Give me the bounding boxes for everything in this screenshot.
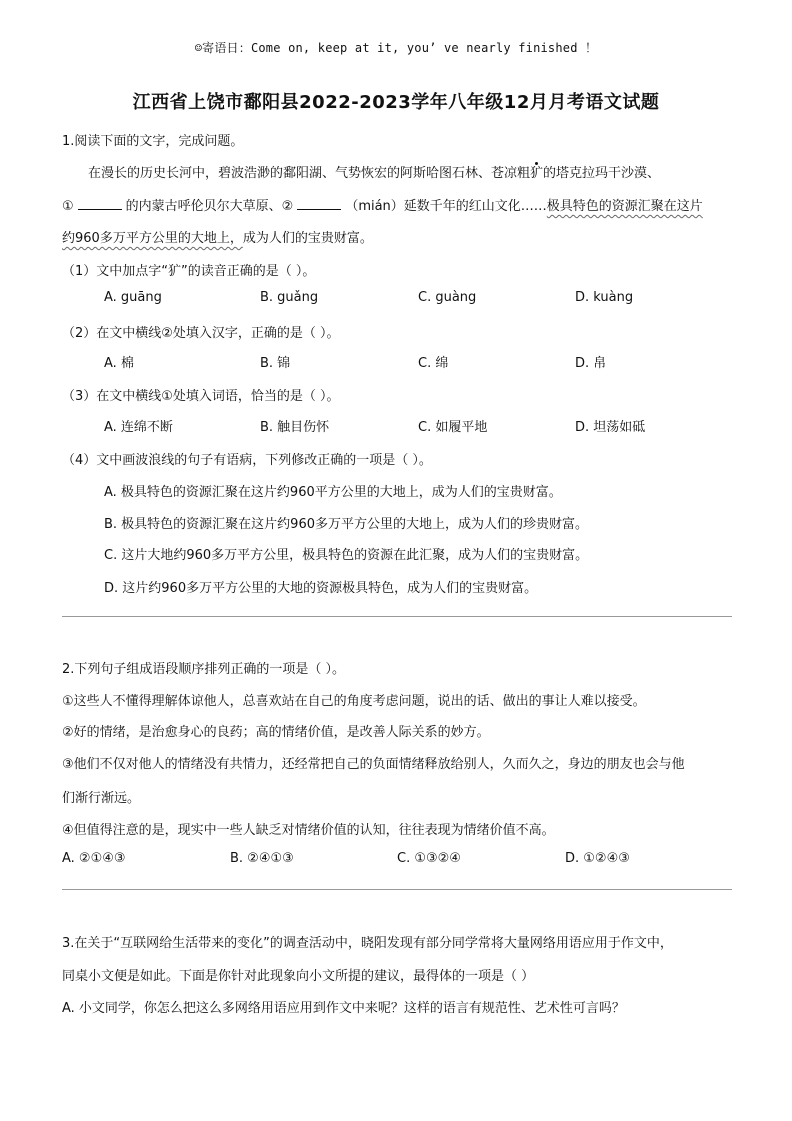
q1-passage-line-2 [62,195,703,214]
wavy-sentence-part-2: 约960多万平方公里的大地上， [62,231,243,246]
q1-sub2-option-a[interactable]: A. 棉 [104,356,134,371]
page-title: 江西省上饶市鄱阳县2022-2023学年八年级12月月考语文试题 [132,92,660,113]
q2-option-b[interactable]: B. ②④①③ [230,851,294,866]
blank-1-marker: ① [62,199,74,214]
q1-sub3-option-c[interactable]: C. 如履平地 [418,420,488,435]
q1-sub2-option-c[interactable]: C. 绵 [418,356,449,371]
q1-passage-text-c: 的内蒙古呼伦贝尔大草原、② [125,199,294,214]
q1-sub1-prompt: （1）文中加点字“犷”的读音正确的是（ ）。 [62,264,316,279]
q3-option-a[interactable]: A. 小文同学，你怎么把这么多网络用语应用到作文中来呢？这样的语言有规范性、艺术性可言吗？ [62,1001,625,1016]
blank-2 [297,197,341,210]
q2-option-a[interactable]: A. ②①④③ [62,851,126,866]
q1-passage-text-a: 在漫长的历史长河中，碧波浩渺的鄱阳湖、气势恢宏的阿斯哈图石林、苍凉粗 [88,166,531,181]
q2-stem: 2.下列句子组成语段顺序排列正确的一项是（ ）。 [62,662,346,677]
section-divider [62,616,732,617]
q1-passage-text-e: 成为人们的宝贵财富。 [242,231,373,246]
q1-sub2-option-d[interactable]: D. 帛 [575,356,607,371]
q1-sub1-option-c[interactable]: C. guàng [418,290,477,305]
q1-sub3-option-a[interactable]: A. 连绵不断 [104,420,173,435]
blank-1 [78,197,122,210]
q1-sub3-option-b[interactable]: B. 触目伤怀 [260,420,330,435]
q1-sub4-option-d[interactable]: D. 这片约960多万平方公里的大地的资源极具特色，成为人们的宝贵财富。 [104,581,538,596]
q1-sub1-option-a[interactable]: A. guāng [104,290,162,305]
q1-stem: 1.阅读下面的文字，完成问题。 [62,134,244,149]
q2-option-c[interactable]: C. ①③②④ [397,851,461,866]
q1-sub4-option-c[interactable]: C. 这片大地约960多万平方公里，极具特色的资源在此汇聚，成为人们的宝贵财富。 [104,548,589,563]
q1-sub2-option-b[interactable]: B. 锦 [260,356,291,371]
q1-sub4-option-a[interactable]: A. 极具特色的资源汇聚在这片约960平方公里的大地上，成为人们的宝贵财富。 [104,485,562,500]
q1-sub4-prompt: （4）文中画波浪线的句子有语病，下列修改正确的一项是（ ）。 [62,453,432,468]
q1-passage-text-b: 的塔克拉玛干沙漠、 [543,166,661,181]
q1-sub4-option-b[interactable]: B. 极具特色的资源汇聚在这片约960多万平方公里的大地上，成为人们的珍贵财富。 [104,517,588,532]
q1-passage-line-3 [62,227,373,246]
q1-dotted-char: 犷 [530,166,544,181]
q3-stem-continued: 同桌小文便是如此。下面是你针对此现象向小文所提的建议，最得体的一项是（ ） [62,969,535,984]
q2-sentence-3-continued: 们渐行渐远。 [62,791,141,806]
q1-sub1-option-b[interactable]: B. guǎng [260,290,319,305]
section-divider [62,889,732,890]
q1-sub3-prompt: （3）在文中横线①处填入词语，恰当的是（ ）。 [62,389,340,404]
wavy-sentence-part-1: 极具特色的资源汇聚在这片 [546,199,703,214]
q1-sub2-prompt: （2）在文中横线②处填入汉字，正确的是（ ）。 [62,326,340,341]
q1-passage-text-d: （mián）延数千年的红山文化…… [345,199,547,214]
q1-sub1-option-d[interactable]: D. kuàng [575,290,634,305]
q2-sentence-1: ①这些人不懂得理解体谅他人，总喜欢站在自己的角度考虑问题，说出的话、做出的事让人难以接受。 [62,694,646,709]
q2-sentence-2: ②好的情绪，是治愈身心的良药；高的情绪价值，是改善人际关系的妙方。 [62,725,490,740]
q3-stem: 3.在关于“互联网给生活带来的变化”的调查活动中，晓阳发现有部分同学常将大量网络用语应用于作文中， [62,936,673,951]
q2-sentence-4: ④但值得注意的是，现实中一些人缺乏对情绪价值的认知，往往表现为情绪价值不高。 [62,823,555,838]
header-motto: ☺寄语日：Come on, keep at it, you’ ve nearly finished ！ [194,41,598,55]
q2-option-d[interactable]: D. ①②④③ [565,851,630,866]
q1-passage-line-1 [88,162,660,181]
q1-sub3-option-d[interactable]: D. 坦荡如砥 [575,420,646,435]
q2-sentence-3: ③他们不仅对他人的情绪没有共情力，还经常把自己的负面情绪释放给别人，久而久之，身边的朋友也会与他 [62,757,685,772]
